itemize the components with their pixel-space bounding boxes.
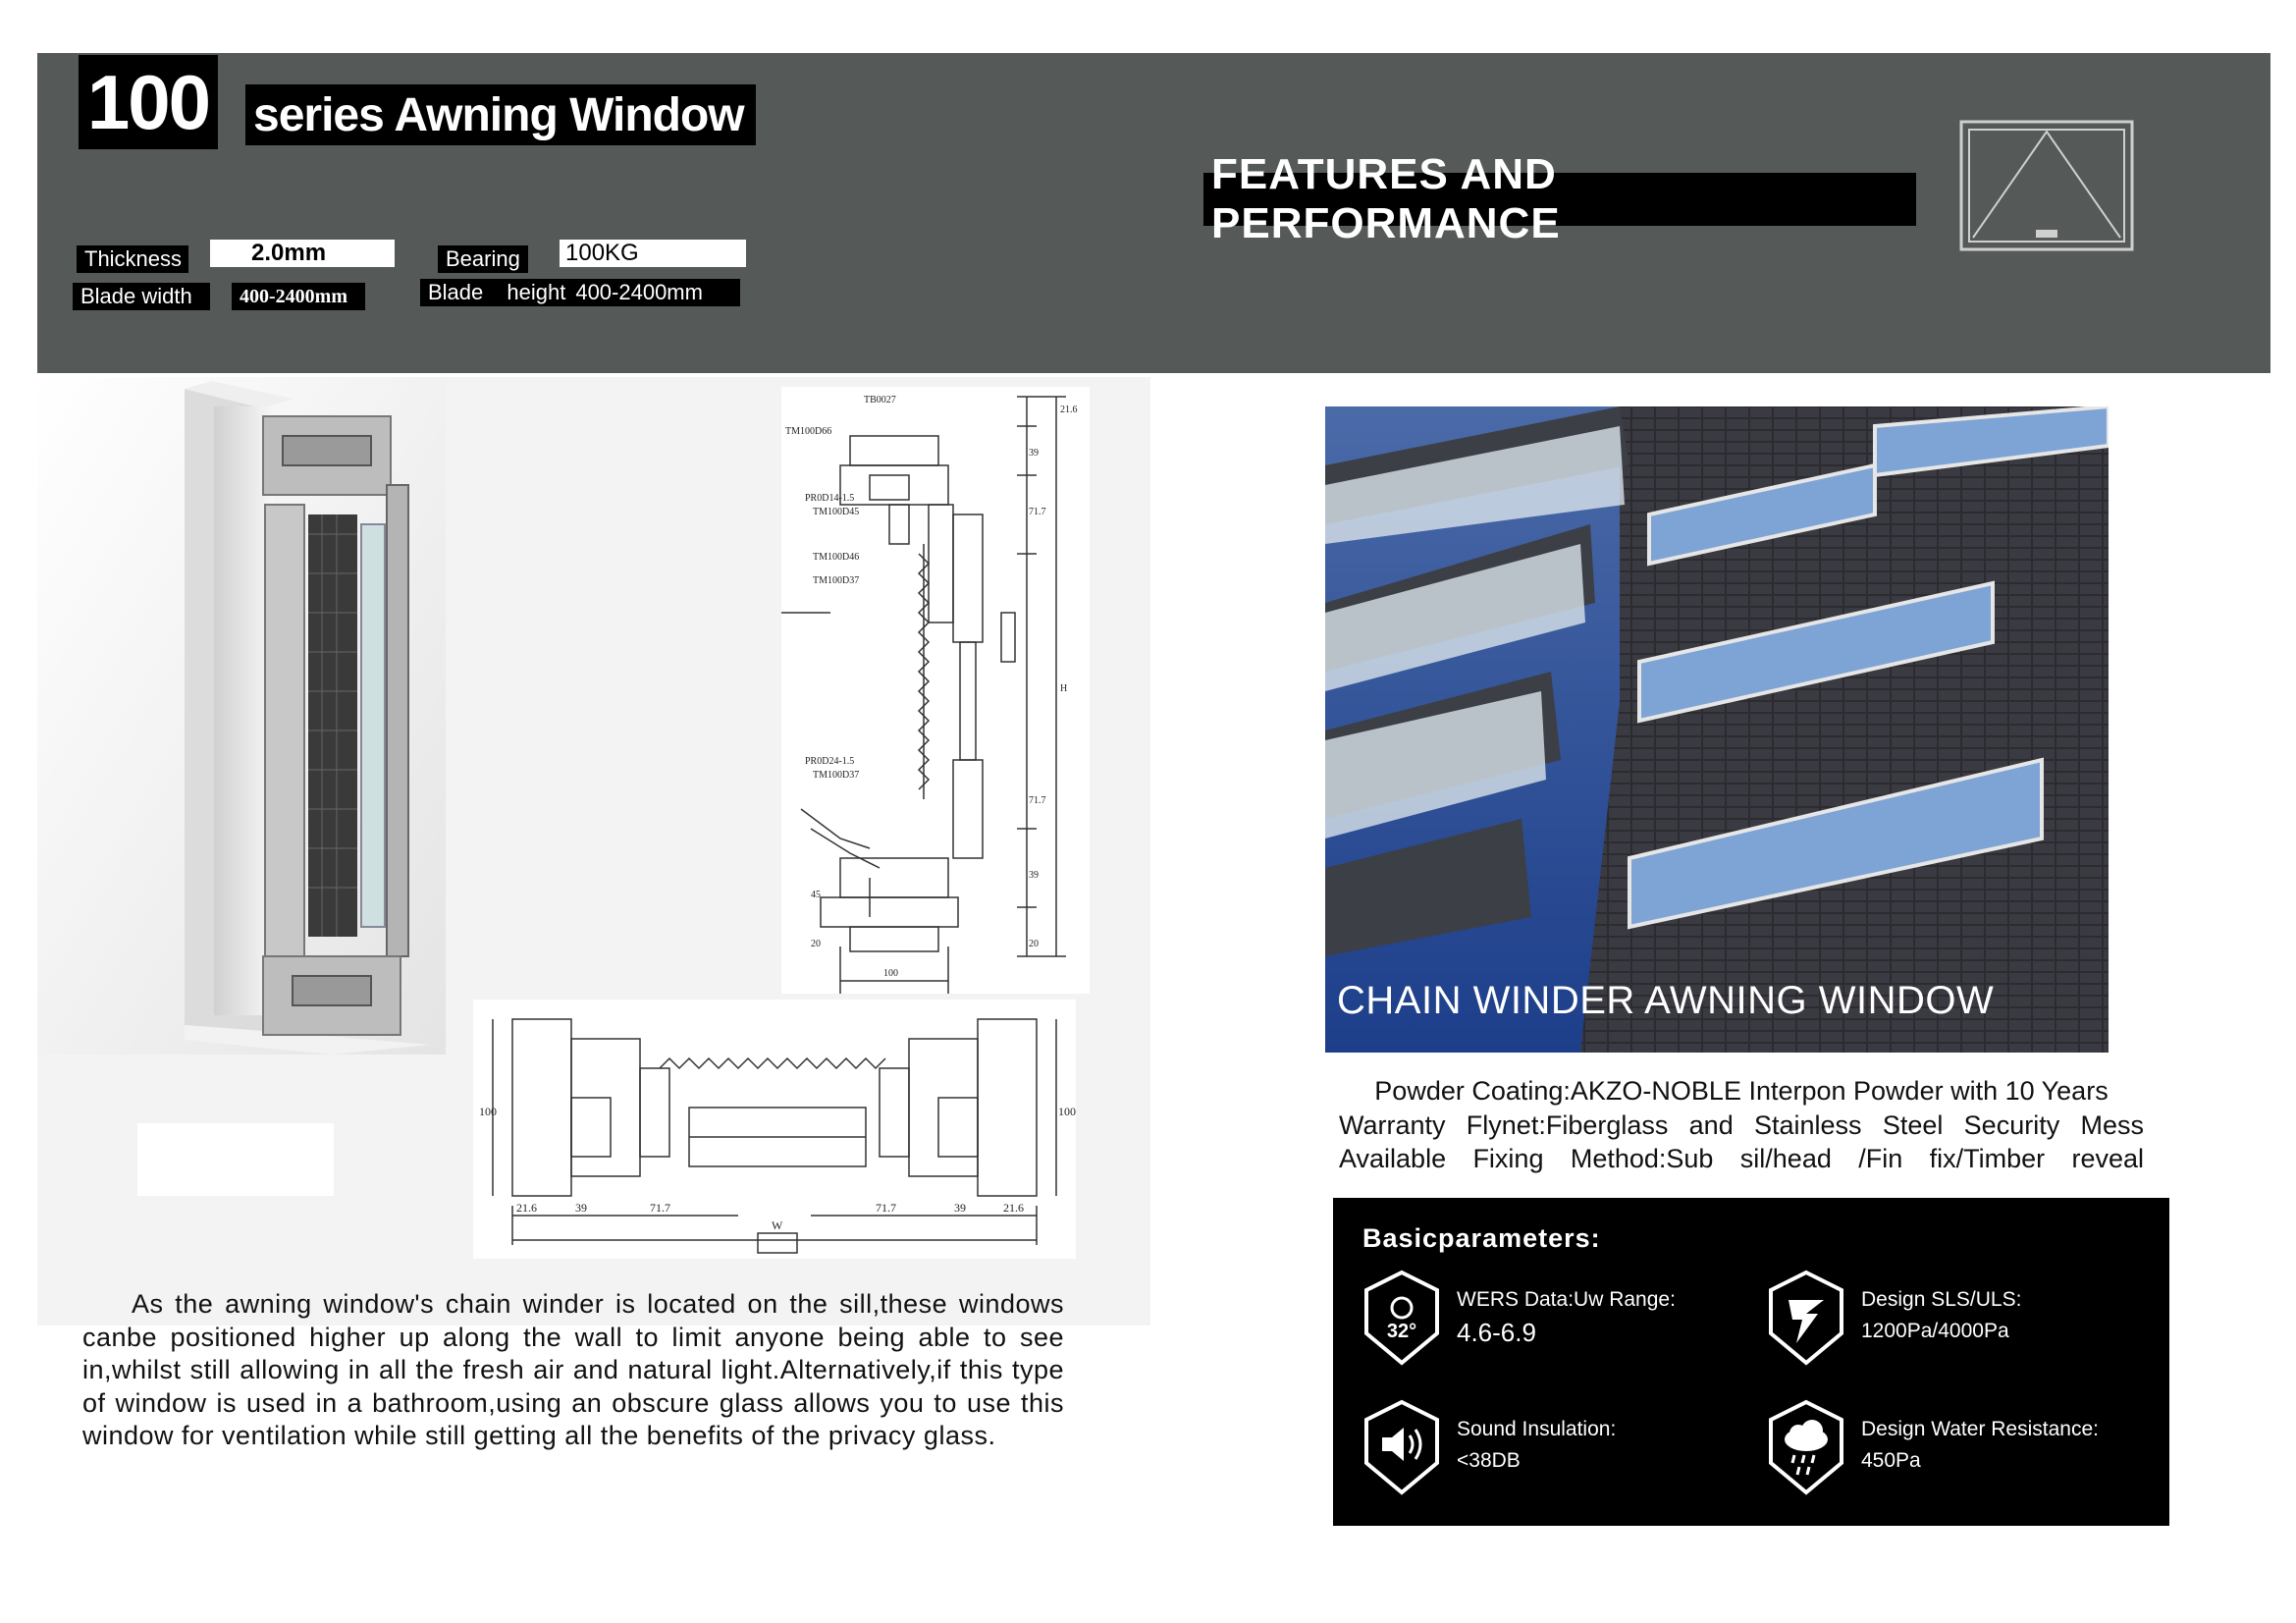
blade-width-value: 400-2400mm <box>232 283 365 310</box>
page-title: series Awning Window <box>245 84 756 145</box>
specs-line: Available Fixing Method:Sub sil/head /Fin fix/Timber reveal <box>1339 1144 2144 1173</box>
icon-text: 32° <box>1386 1321 1417 1342</box>
parameter-item <box>1767 1398 2140 1496</box>
dim-label: 71.7 <box>650 1201 670 1215</box>
thickness-label: Thickness <box>77 245 188 273</box>
blade-height-value: 400-2400mm <box>575 280 703 304</box>
part-label: TB0027 <box>864 395 896 406</box>
part-label: TM100D66 <box>785 426 832 437</box>
dim-label: 39 <box>575 1201 587 1215</box>
part-label: TM100D45 <box>813 507 860 517</box>
dim-label: 71.7 <box>1029 507 1046 517</box>
blade-width-label: Blade width <box>73 283 210 310</box>
wind-icon <box>1767 1269 1845 1367</box>
blade-height-row <box>420 279 740 306</box>
dim-label: 21.6 <box>516 1201 537 1215</box>
photo-caption: CHAIN WINDER AWNING WINDOW <box>1337 978 1995 1022</box>
dim-label: 100 <box>883 968 898 979</box>
part-label: TM100D37 <box>813 575 860 586</box>
awning-window-icon <box>1959 120 2134 251</box>
dim-label: 39 <box>954 1201 966 1215</box>
description-paragraph: As the awning window's chain winder is located on the sill,these windows canbe positioned higher up along the wall to limit anyone being able to see in,whilst still allowing in all the fresh air and natural light.Alternatively,if this type of window is used in a bathroom,using an obscure glass allows you to use this window for ventilation while still getting all the benefits of the privacy glass. <box>82 1289 1064 1450</box>
dim-label: H <box>1060 683 1068 694</box>
dim-label: 21.6 <box>1060 405 1078 415</box>
blank-patch <box>137 1123 334 1196</box>
parameter-value: 4.6-6.9 <box>1457 1318 1536 1347</box>
parameter-item <box>1362 1269 1735 1367</box>
part-label: TM100D46 <box>813 552 860 563</box>
speaker-icon <box>1362 1398 1441 1496</box>
parameter-label: Design Water Resistance: <box>1861 1418 2099 1440</box>
part-label: TM100D37 <box>813 770 860 781</box>
part-label: PR0D14-1.5 <box>805 493 855 504</box>
parameter-value: <38DB <box>1457 1449 1521 1472</box>
dim-label: 21.6 <box>1003 1201 1024 1215</box>
parameter-label: Sound Insulation: <box>1457 1418 1617 1440</box>
building-photo <box>1325 406 2109 1053</box>
dim-label: 39 <box>1029 870 1039 881</box>
parameter-item <box>1362 1398 1735 1496</box>
dim-label: 20 <box>811 939 821 949</box>
parameter-label: WERS Data:Uw Range: <box>1457 1288 1676 1311</box>
rain-cloud-icon <box>1767 1398 1845 1496</box>
specs-line: Powder Coating:AKZO-NOBLE Interpon Powder with 10 Years <box>1374 1076 2109 1106</box>
parameter-value: 1200Pa/4000Pa <box>1861 1320 2009 1342</box>
specs-text <box>1339 1074 2144 1176</box>
dim-label: 71.7 <box>1029 795 1046 806</box>
basic-parameters-panel <box>1333 1198 2169 1526</box>
bearing-label: Bearing <box>438 245 528 273</box>
horizontal-section-drawing <box>473 1000 1076 1259</box>
part-label: PR0D24-1.5 <box>805 756 855 767</box>
dim-label: 39 <box>1029 448 1039 459</box>
thickness-value: 2.0mm <box>210 240 395 267</box>
window-profile-render <box>37 377 446 1055</box>
dim-label: 100 <box>1058 1105 1076 1118</box>
parameter-value: 450Pa <box>1861 1449 1921 1472</box>
blade-height-label: Blade height <box>428 280 566 304</box>
dim-label: W <box>772 1218 783 1232</box>
features-title: FEATURES AND PERFORMANCE <box>1203 173 1916 226</box>
specs-line: Warranty Flynet:Fiberglass and Stainless Steel Security Mess <box>1339 1109 2144 1140</box>
vertical-section-drawing <box>781 387 1090 994</box>
description-text <box>82 1288 1064 1453</box>
series-number: 100 <box>79 55 218 149</box>
dim-label: 20 <box>1029 939 1039 949</box>
parameter-label: Design SLS/ULS: <box>1861 1288 2022 1311</box>
dim-label: 71.7 <box>876 1201 896 1215</box>
dim-label: 100 <box>479 1105 497 1118</box>
thermometer-sun-icon <box>1362 1269 1441 1367</box>
parameter-item <box>1767 1269 2140 1367</box>
bearing-value: 100KG <box>560 240 746 267</box>
dim-label: 45 <box>811 890 821 900</box>
parameters-title: Basicparameters: <box>1362 1223 1601 1253</box>
